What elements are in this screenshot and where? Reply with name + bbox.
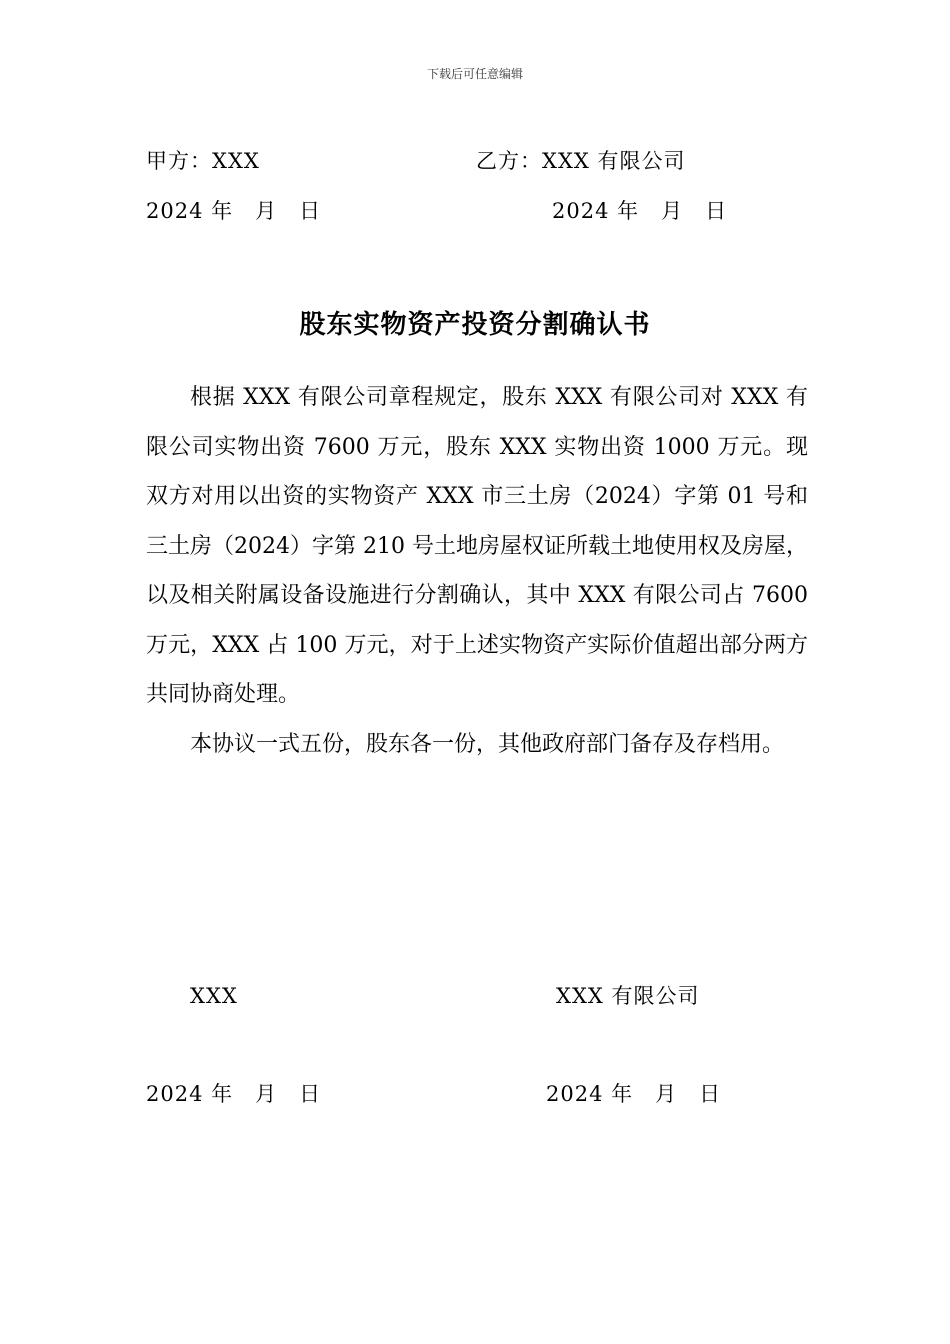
signature-a-date: 2024 年 月 日: [146, 1082, 322, 1106]
signature-b: XXX 有限公司: [556, 984, 700, 1008]
party-b-label: 乙方：XXX 有限公司: [476, 149, 686, 173]
body-paragraph-2: 本协议一式五份，股东各一份，其他政府部门备存及存档用。: [190, 731, 785, 757]
party-a-label: 甲方：XXX: [146, 149, 260, 173]
document-body: [146, 373, 808, 769]
body-paragraph-1: 根据 XXX 有限公司章程规定，股东 XXX 有限公司对 XXX 有限公司实物出资 7600 万元，股东 XXX 实物出资 1000 万元。现双方对用以出资的实物资产 XXX 市三土房（2024）字第 01 号和三土房（2024）字第 210 号土地房屋权证所载土地使用权及房屋，以及相关附属设备设施进行分割确认，其中 XXX 有限公司占 7600 万元，XXX 占 100 万元，对于上述实物资产实际价值超出部分两方共同协商处理。: [146, 385, 808, 707]
signature-b-date: 2024 年 月 日: [546, 1082, 722, 1106]
signature-a: XXX: [190, 984, 238, 1008]
header-watermark: 下载后可任意编辑: [426, 67, 523, 81]
party-a-date: 2024 年 月 日: [146, 199, 322, 223]
party-b-date: 2024 年 月 日: [552, 199, 728, 223]
document-title: 股东实物资产投资分割确认书: [299, 310, 651, 340]
